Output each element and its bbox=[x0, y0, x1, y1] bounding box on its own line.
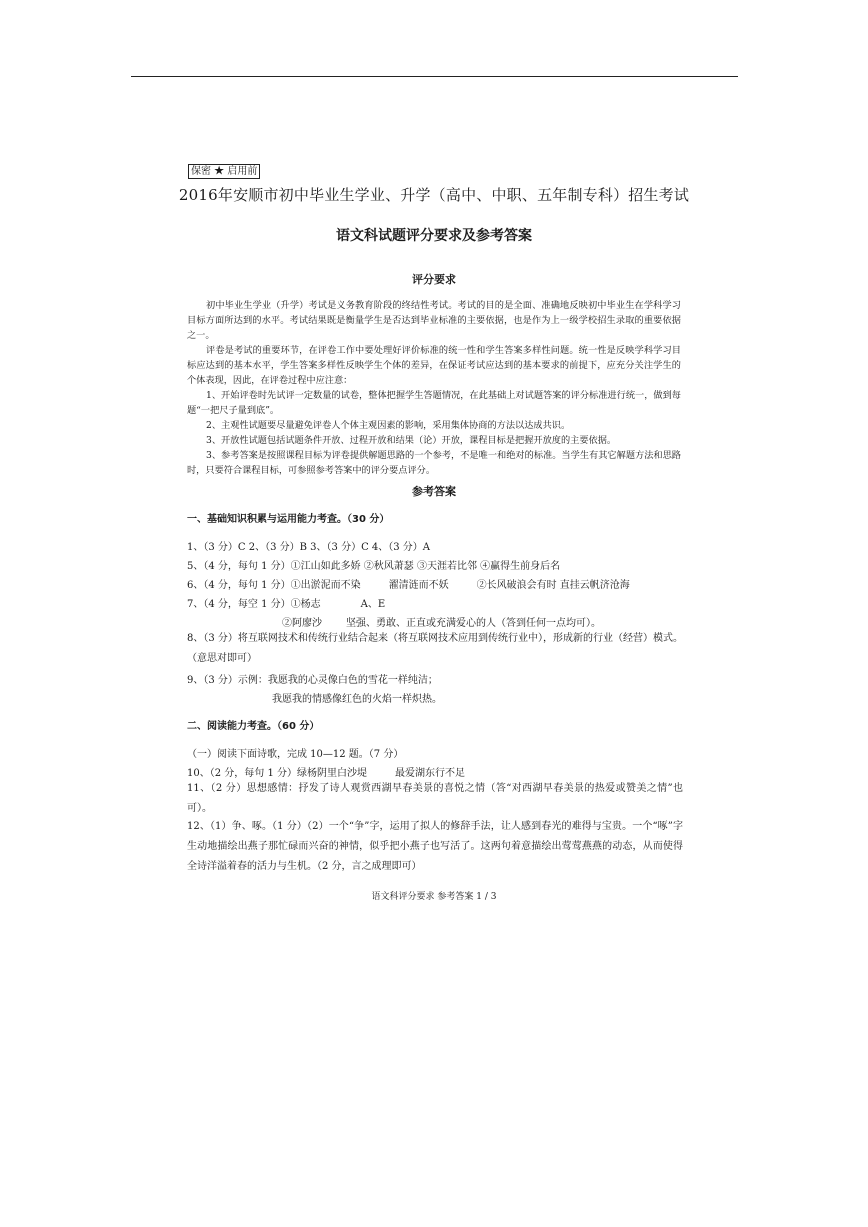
scoring-requirements bbox=[187, 298, 681, 478]
answers-heading: 参考答案 bbox=[412, 485, 456, 498]
answer-q6-part3: ②长风破浪会有时 直挂云帆济沧海 bbox=[476, 580, 630, 591]
answer-q10-part2: 最爱湖东行不足 bbox=[395, 768, 465, 779]
answer-q6-part1: 6、（4 分，每句 1 分）①出淤泥而不染 bbox=[187, 580, 361, 591]
scoring-paragraph: 2、主观性试题要尽量避免评卷人个体主观因素的影响，采用集体协商的方法以达成共识。 bbox=[206, 420, 571, 431]
top-rule bbox=[131, 76, 738, 77]
answer-q10-part1: 10、（2 分，每句 1 分）绿杨阴里白沙堤 bbox=[187, 768, 367, 779]
answer-q1-4: 1、（3 分）C 2、（3 分）B 3、（3 分）C 4、（3 分）A bbox=[187, 542, 431, 553]
answer-q11-text: 11、（2 分）思想感情：抒发了诗人观赏西湖早春美景的喜悦之情（答“对西湖早春美景的热爱或赞美之情”也可）。 bbox=[187, 783, 683, 814]
section-1-heading: 一、基础知识积累与运用能力考查。（30 分） bbox=[187, 514, 390, 525]
scoring-paragraph: 3、参考答案是按照课程目标为评卷提供解题思路的一个参考，不是唯一和绝对的标准。当学生有其它解题方法和思路时，只要符合课程目标，可参照参考答案中的评分要点评分。 bbox=[187, 450, 681, 476]
scoring-paragraph: 1、开始评卷时先试评一定数量的试卷，整体把握学生答题情况，在此基础上对试题答案的评分标准进行统一，做到每题“一把尺子量到底”。 bbox=[187, 390, 681, 416]
section-2-heading: 二、阅读能力考查。（60 分） bbox=[187, 721, 320, 732]
answer-q7-part3: ②阿廖沙 bbox=[282, 618, 322, 629]
secret-label: 保密 ★ 启用前 bbox=[188, 164, 260, 179]
answer-q7-line1 bbox=[187, 598, 385, 612]
answer-q6-part2: 濯清涟而不妖 bbox=[388, 580, 449, 591]
answer-q12-text: 12、（1）争、啄。（1 分）（2）一个“争”字，运用了拟人的修辞手法，让人感到春光的难得与宝贵。一个“啄”字生动地描绘出燕子那忙碌而兴奋的神情，似乎把小燕子也写活了。这两句着意描绘出莺莺燕燕的动态，从而使得全诗洋溢着春的活力与生机。（2 分，言之成理即可） bbox=[187, 821, 683, 872]
scoring-paragraph: 评卷是考试的重要环节，在评卷工作中要处理好评价标准的统一性和学生答案多样性问题。统一性是反映学科学习目标应达到的基本水平，学生答案多样性反映学生个体的差异，在保证考试应达到的基本要求的前提下，应充分关注学生的个体表现，因此，在评卷过程中应注意： bbox=[187, 345, 681, 386]
answer-q8-text: 8、（3 分）将互联网技术和传统行业结合起来（将互联网技术应用到传统行业中），形成新的行业（经营）模式。（意思对即可） bbox=[187, 633, 683, 664]
poem-intro: （一）阅读下面诗歌，完成 10—12 题。（7 分） bbox=[187, 749, 404, 760]
scoring-paragraph: 初中毕业生学业（升学）考试是义务教育阶段的终结性考试。考试的目的是全面、准确地反映初中毕业生在学科学习目标方面所达到的水平。考试结果既是衡量学生是否达到毕业标准的主要依据，也是作为上一级学校招生录取的重要依据之一。 bbox=[187, 300, 681, 341]
exam-title: 2016年安顺市初中毕业生学业、升学（高中、中职、五年制专科）招生考试 bbox=[178, 186, 690, 204]
answer-q7-part4: 坚强、勇敢、正直或充满爱心的人（答到任何一点均可）。 bbox=[346, 618, 601, 629]
answer-q6 bbox=[187, 579, 630, 593]
answer-q8 bbox=[187, 629, 683, 669]
answer-q7-part2: A、E bbox=[360, 599, 386, 610]
answer-q7-part1: 7、（4 分，每空 1 分）①杨志 bbox=[187, 599, 321, 610]
answer-q9-line1: 9、（3 分）示例：我愿我的心灵像白色的雪花一样纯洁； bbox=[187, 675, 438, 686]
answer-q9-line2: 我愿我的情感像红色的火焰一样炽热。 bbox=[272, 694, 442, 705]
answer-q11 bbox=[187, 779, 683, 819]
scoring-heading: 评分要求 bbox=[412, 273, 456, 286]
answer-q12 bbox=[187, 817, 683, 877]
scoring-paragraph: 3、开放性试题包括试题条件开放、过程开放和结果（论）开放，课程目标是把握开放度的主要依据。 bbox=[206, 435, 617, 446]
document-title: 语文科试题评分要求及参考答案 bbox=[336, 228, 532, 244]
page-footer: 语文科评分要求 参考答案 1 / 3 bbox=[371, 892, 497, 902]
answer-q5: 5、（4 分，每句 1 分）①江山如此多娇 ②秋风萧瑟 ③天涯若比邻 ④赢得生前身后名 bbox=[187, 561, 561, 572]
